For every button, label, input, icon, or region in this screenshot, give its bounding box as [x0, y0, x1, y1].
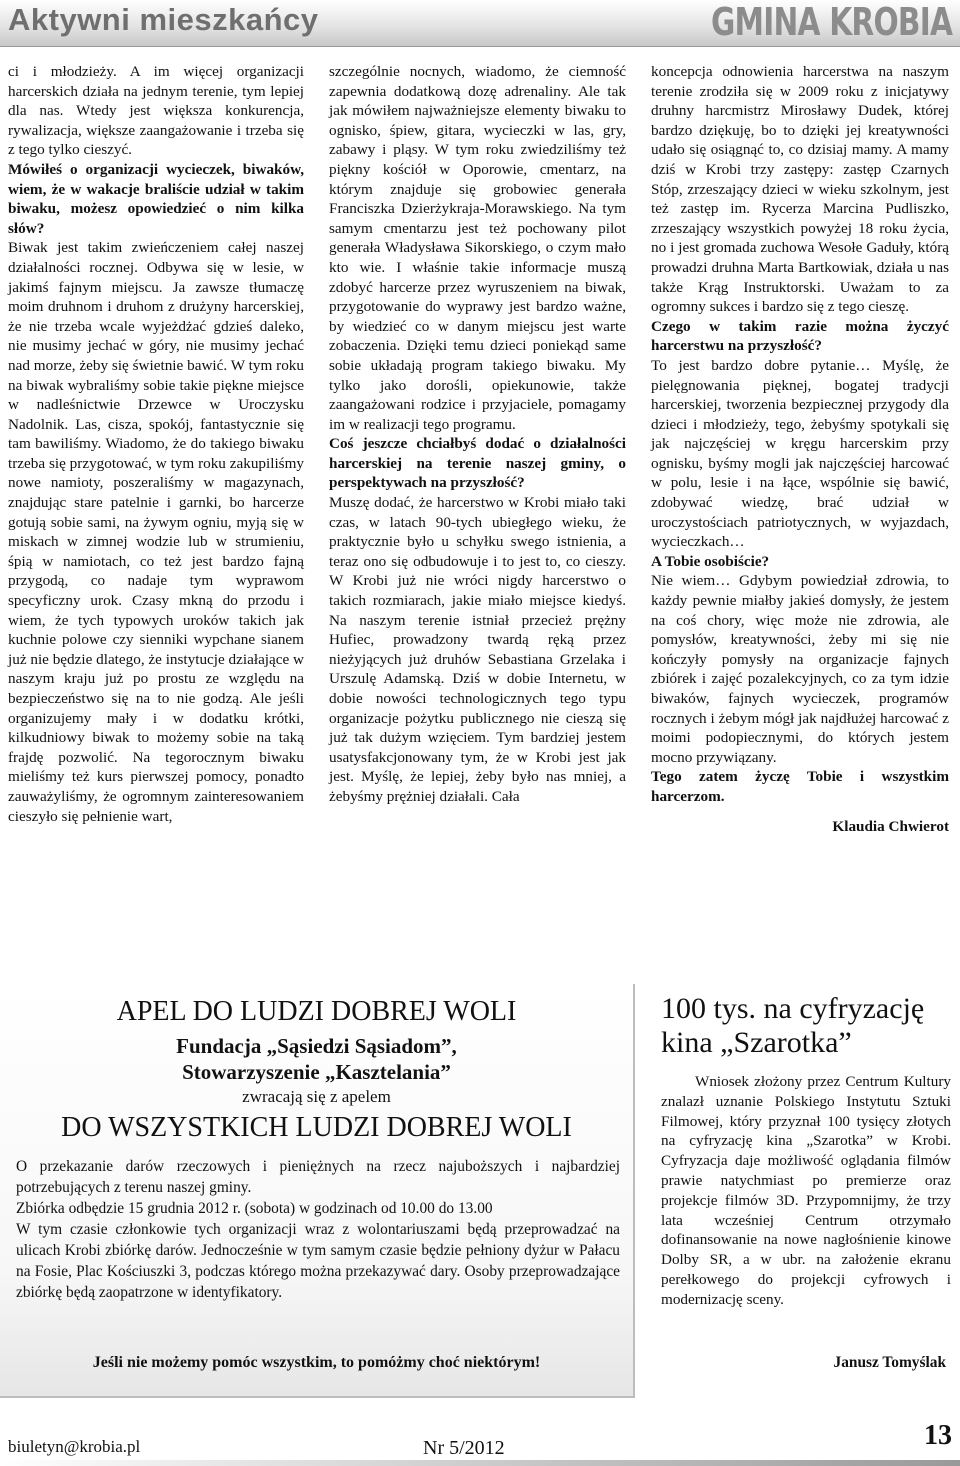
- article-paragraph: koncepcja odnowienia harcerstwa na naszym terenie zrodziła się w 2009 roku z inicjatywy druhny harcmistrz Mirosławy Dudek, której bardzo dziękuję, bo to dzięki jej kreatywności udało się osiągnąć to, co dzisiaj mamy. A mamy dziś w Krobi trzy zastępy: zastęp Czarnych Stóp, zrzeszający dzieci w wieku szkolnym, jest też zastęp im. Rycerza Marcina Pudliszko, zrzeszający wszystkich powyżej 18 roku życia, no i jest gromada zuchowa Wesołe Gaduły, którą prowadzi druhna Marta Bartkowiak, działa u nas także Krąg Instruktorski. Uważam to za ogromny sukces i bardzo się z tego cieszę.: [651, 63, 949, 316]
- article-column-3: [651, 62, 949, 836]
- appeal-subtitle: zwracają się z apelem: [242, 1087, 391, 1106]
- footer-issue-number: Nr 5/2012: [423, 1437, 505, 1459]
- interview-question: Coś jeszcze chciałbyś dodać o działalności harcerskiej na terenie naszej gminy, o perspektywach na przyszłość?: [329, 435, 626, 492]
- appeal-paragraph: O przekazanie darów rzeczowych i pieniężnych na rzecz najuboższych i najbardziej potrzebujących z terenu naszej gminy.: [16, 1158, 620, 1196]
- article-paragraph: Muszę dodać, że harcerstwo w Krobi miało taki czas, w latach 90-tych ubiegłego wieku, że praktycznie było u schyłku swego istnienia, a teraz ono się odbudowuje i to jest to, co cieszy. W Krobi już nie wróci nigdy harcerstwo o takich rozmiarach, jakie miało miejsce kiedyś. Na naszym terenie istniał przecież prężny Hufiec, prowadzony twardą ręką przez nieżyjących już druhów Sebastiana Grzelaka i Urszulę Adamską. Dziś w dobie Internetu, w dobie nowości technologicznych tego typu organizacje pożytku publicznego nie cieszą się już tak dużym wzięciem. Tym bardziej jestem usatysfakcjonowany tym, że w Krobi jest jak jest. Myślę, że lepiej, żeby było nas mniej, a żebyśmy prężniej działali. Cała: [329, 494, 626, 805]
- appeal-closing: Jeśli nie możemy pomóc wszystkim, to pomóżmy choć niektórym!: [92, 1354, 541, 1371]
- footer-divider: [0, 1460, 960, 1466]
- article-closing: Tego zatem życzę Tobie i wszystkim harcerzom.: [651, 768, 949, 805]
- cinema-signature: Janusz Tomyślak: [833, 1354, 946, 1371]
- appeal-organization-2: Stowarzyszenie „Kasztelania”: [182, 1060, 451, 1084]
- page-header: [0, 0, 960, 47]
- article-paragraph: Nie wiem… Gdybym powiedział zdrowia, to każdy pewnie miałby jakieś domysły, że jestem na coś chory, więc może nie zdrowia, ale pomysłów, kreatywności, żeby mi się nie kończyły pomysły na organizacje fajnych zbiórek i zajęć pozalekcyjnych, co za tym idzie biwaków, fajnych wycieczek, programów rocznych i żebym mógł jak najdłużej harcować z moimi podopiecznymi, do których jestem mocno przywiązany.: [651, 572, 949, 766]
- interview-question: Czego w takim razie można życzyć harcerstwu na przyszłość?: [651, 317, 949, 355]
- article-column-1: [8, 62, 304, 826]
- article-column-2: [329, 62, 626, 807]
- appeal-addressee: DO WSZYSTKICH LUDZI DOBREJ WOLI: [61, 1112, 572, 1143]
- footer-email: biuletyn@krobia.pl: [8, 1437, 141, 1456]
- appeal-organization-1: Fundacja „Sąsiedzi Sąsiadom”,: [176, 1034, 457, 1058]
- article-paragraph: ci i młodzieży. A im więcej organizacji harcerskich działa na jednym terenie, tym lepiej dla nas. Wtedy jest większa konkurencja, rywalizacja, większe zaangażowanie i trzeba się z tego tylko cieszyć.: [8, 63, 304, 159]
- article-paragraph: To jest bardzo dobre pytanie… Myślę, że pielęgnowania pięknej, bogatej tradycji harcerskiej, tworzenia bezpiecznej przygody dla dzieci i młodzieży, tego, żebyśmy spotykali się jak najczęściej w kręgu harcerskim przy ognisku, byśmy mogli jak najczęściej harcować w polu, lesie i na łące, wspólnie się bawić, zdobywać wiedzę, brać udział w uroczystościach patriotycznych, w wyjazdach, wycieczkach…: [651, 356, 949, 551]
- article-paragraph: Biwak jest takim zwieńczeniem całej naszej działalności rocznej. Odbywa się w lesie, w jakimś fajnym miejscu. Ja zawsze tłumaczę moim druhnom i druhom z drużyny harcerskiej, że nie trzeba wcale wyjeżdżać gdzieś daleko, nie musimy jechać w góry, nie musimy jechać nad morze, żeby się świetnie bawić. W tym roku na biwak wybraliśmy sobie takie piękne miejsce w nadleśnictwie Drzewce w Uroczysku Nadolnik. Las, cisza, spokój, fantastycznie się tam bawiliśmy. Wiadomo, że do takiego biwaku trzeba się przygotować, w tym roku zakupiliśmy nowe namioty, poszeraliśmy w magazynach, znajdując stare patelnie i garnki, bo harcerze gotują sobie sami, na żywym ogniu, myją się w miskach w zimnej wodzie lub w strumieniu, śpią w namiotach, co też jest bardzo fajną przygodą, co nadaje tym wyprawom specyficzny urok. Czasy mkną do przodu i wiem, że tych typowych uroków takich jak kuchnie polowe czy sienniki wypchane sianem już nie będzie dlatego, że instytucje działające w naszym kraju już po prostu ze względu na bezpieczeństwo się na to nie godzą. Ale jeśli organizujemy mały i w dodatku krótki, kilkudniowy biwak to możemy sobie na taką frajdę pozwolić. Na tegorocznym biwaku mieliśmy też kurs pierwszej pomocy, ponadto zauważyliśmy, że ogromnym zainteresowaniem cieszyło się pełnienie wart,: [8, 239, 305, 825]
- appeal-paragraph: W tym czasie członkowie tych organizacji wraz z wolontariuszami będą przeprowadzać na ulicach Krobi zbiórkę darów. Jednocześnie w tym samym czasie będzie pełniony dyżur w Pałacu na Fosie, Plac Kościuszki 3, podczas którego można przekazywać dary. Osoby przeprowadzające zbiórkę będą zaopatrzone w identyfikatory.: [16, 1221, 620, 1301]
- section-title: Aktywni mieszkańcy: [8, 2, 319, 37]
- interview-question: A Tobie osobiście?: [651, 552, 770, 570]
- appeal-paragraph: Zbiórka odbędzie 15 grudnia 2012 r. (sobota) w godzinach od 10.00 do 13.00: [16, 1200, 493, 1217]
- appeal-box: [0, 984, 635, 1398]
- brand-logo: GMINA KROBIA: [710, 0, 952, 44]
- cinema-body: Wniosek złożony przez Centrum Kultury znalazł uznanie Polskiego Instytutu Sztuki Filmowej, który przyznał 100 tysięcy złotych na cyfryzację kina „Szarotka” w Krobi. Cyfryzacja daje możliwość oglądania filmów prawie natychmiast po premierze oraz projekcje filmów 3D. Przypomnijmy, że trzy lata wcześniej Centrum otrzymało dofinansowanie na nowe nagłośnienie kinowe Dolby SR, a w ubr. na założenie ekranu perełkowego do projekcji cyfrowych i modernizację sceny.: [661, 1073, 951, 1308]
- footer-page-number: 13: [924, 1420, 952, 1451]
- appeal-body: [16, 1156, 620, 1303]
- cinema-title: 100 tys. na cyfryzację kina „Szarotka”: [661, 992, 925, 1059]
- cinema-article: [651, 984, 960, 1396]
- article-paragraph: szczególnie nocnych, wiadomo, że ciemność zapewnia dodatkową dozę adrenaliny. Ale tak jak mówiłem najważniejsze elementy biwaku to ognisko, śpiew, gitara, wycieczki w las, gry, zabawy i pląsy. W tym roku zwiedziliśmy też piękny kościół w Oporowie, cmentarz, na którym znajduje się grobowiec generała Franciszka Dzierżykraja-Morawskiego. Na tym samym cmentarzu jest też pochowany pilot generała Władysława Sikorskiego, o czym mało kto wie. I właśnie takie informacje muszą zdobyć harcerze przez wyruszeniem na biwak, przygotowanie do wyprawy jest bardzo ważne, by wiedzieć co w danym miejscu jest warte zobaczenia. Dzięki temu dzieci poniekąd same sobie układają program takiego biwaku. My tylko jako dorośli, opiekunowie, także zaangażowani rodzice i przyjaciele, pomagamy im w realizacji tego programu.: [329, 63, 626, 433]
- article-signature: Klaudia Chwierot: [832, 817, 949, 835]
- appeal-title: APEL DO LUDZI DOBREJ WOLI: [116, 996, 517, 1027]
- interview-question: Mówiłeś o organizacji wycieczek, biwaków, wiem, że w wakacje braliście udział w takim biwaku, możesz opowiedzieć o nim kilka słów?: [8, 160, 304, 237]
